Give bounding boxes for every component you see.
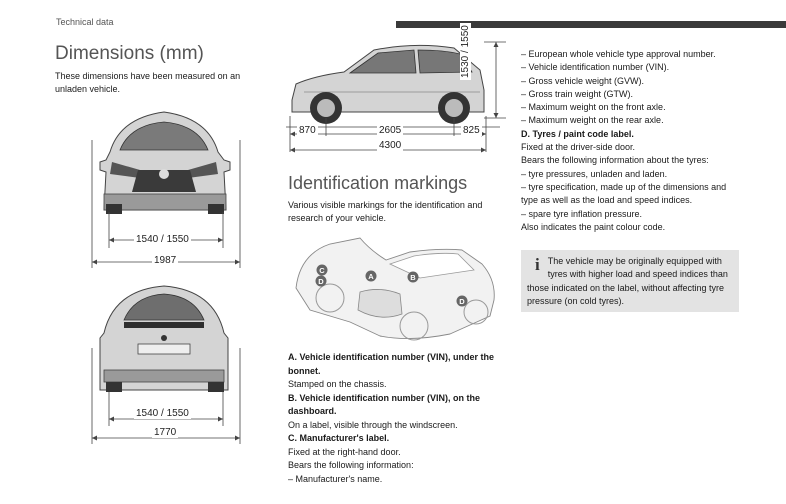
side-view-diagram [284, 40, 514, 156]
side-car-illustration [292, 45, 484, 124]
item-b-heading: B. Vehicle identification number (VIN), on the dashboard. [288, 392, 481, 416]
d-info-line: Bears the following information about the tyres: [521, 155, 709, 166]
item-d-heading: D. Tyres / paint code label. [521, 128, 634, 139]
identification-car-illustration [296, 238, 494, 340]
section-label: Technical data [56, 17, 114, 27]
marker-d-label: D [459, 296, 465, 306]
identification-title: Identification markings [288, 173, 468, 193]
marker-d-left-label: D [318, 276, 324, 286]
rear-view-diagram [80, 278, 255, 446]
item-a-line: Stamped on the chassis. [288, 379, 387, 389]
rear-track-width-label: 1540 / 1550 [136, 408, 189, 419]
front-overall-width-label: 1987 [154, 255, 177, 266]
d-info-line: – tyre specification, made up of the dimensions and type as well as the load and speed indices. [521, 181, 727, 206]
item-a-heading: A. Vehicle identification number (VIN), under the bonnet. [288, 352, 495, 376]
marker-b-label: B [410, 272, 416, 282]
item-b-line: On a label, visible through the windscreen. [288, 419, 458, 430]
dimensions-intro: These dimensions have been measured on an unladen vehicle. [55, 71, 241, 94]
item-c-line-3: – Manufacturer's name. [288, 473, 383, 484]
info-icon: i [535, 255, 540, 274]
dimensions-title: Dimensions (mm) [55, 43, 204, 64]
rear-overhang-label: 825 [463, 125, 480, 136]
info-note [521, 250, 739, 312]
front-track-width-label: 1540 / 1550 [136, 234, 189, 245]
right-column [521, 48, 739, 234]
c-info-line: – Vehicle identification number (VIN). [521, 62, 670, 73]
height-label: 1530 / 1550 [460, 25, 471, 78]
overall-length-label: 4300 [379, 140, 402, 151]
note-text: The vehicle may be originally equipped with tyres with higher load and speed indices than those indicated on the label, without affecting tyre pressure (on cold tyres). [527, 256, 728, 306]
item-c-line-2: Bears the following information: [288, 460, 414, 470]
c-info-line: – European whole vehicle type approval number. [521, 49, 716, 59]
identification-intro: Various visible markings for the identification and research of your vehicle. [288, 200, 483, 223]
c-info-line: – Gross vehicle weight (GVW). [521, 75, 645, 86]
item-c-line-1: Fixed at the right-hand door. [288, 446, 401, 457]
c-info-line: – Maximum weight on the rear axle. [521, 115, 664, 126]
item-c-heading: C. Manufacturer's label. [288, 433, 390, 443]
identification-descriptions [288, 351, 510, 486]
rear-car-illustration [100, 286, 228, 392]
front-overhang-label: 870 [299, 125, 316, 136]
front-car-illustration [100, 112, 230, 214]
identification-diagram [290, 230, 500, 342]
header-rule [396, 21, 786, 28]
d-info-line: – tyre pressures, unladen and laden. [521, 168, 668, 179]
c-info-line: – Maximum weight on the front axle. [521, 102, 666, 113]
marker-c-label: C [319, 265, 325, 275]
d-info-line: Fixed at the driver-side door. [521, 142, 636, 153]
rear-overall-width-label: 1770 [154, 427, 177, 438]
d-info-line: – spare tyre inflation pressure. [521, 208, 643, 219]
c-info-line: – Gross train weight (GTW). [521, 88, 634, 99]
marker-a-label: A [368, 271, 374, 281]
d-info-line: Also indicates the paint colour code. [521, 221, 666, 232]
wheelbase-label: 2605 [379, 125, 402, 136]
